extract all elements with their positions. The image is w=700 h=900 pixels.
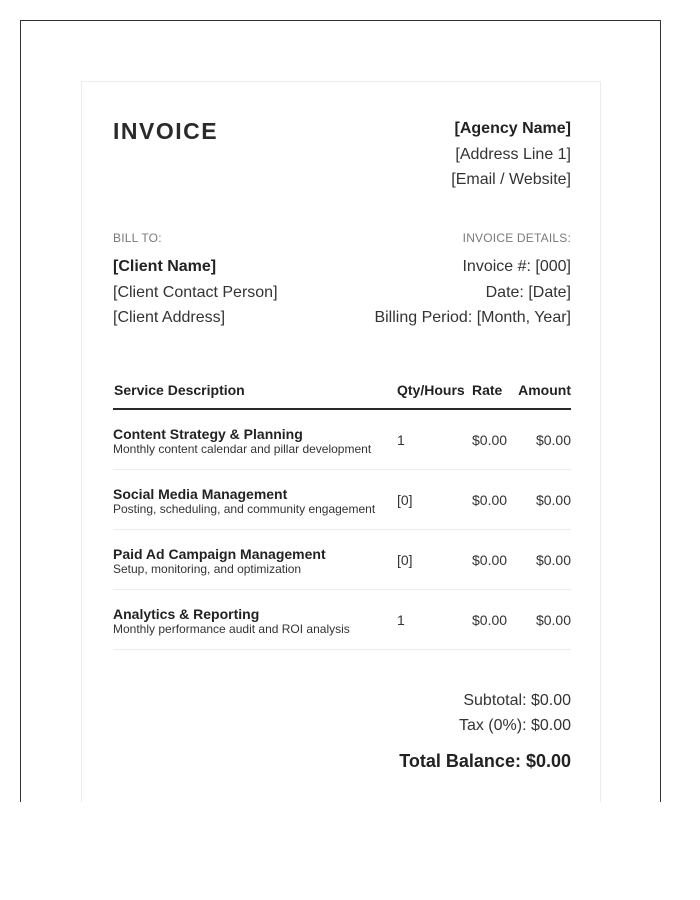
service-name: Content Strategy & Planning <box>113 426 303 442</box>
service-description: Setup, monitoring, and optimization <box>113 562 302 576</box>
services-table <box>113 378 571 650</box>
service-amount: $0.00 <box>535 432 571 448</box>
client-address: [Client Address] <box>113 309 226 326</box>
service-amount: $0.00 <box>535 552 571 568</box>
table-row <box>113 590 571 650</box>
column-header-description: Service Description <box>114 382 245 398</box>
invoice-details-label: INVOICE DETAILS: <box>462 231 571 245</box>
service-description: Posting, scheduling, and community engagement <box>113 502 376 516</box>
service-rate: $0.00 <box>472 552 508 568</box>
bill-to-label: BILL TO: <box>113 231 162 245</box>
table-row <box>113 410 571 470</box>
column-header-qty: Qty/Hours <box>397 382 465 398</box>
service-rate: $0.00 <box>472 432 508 448</box>
service-rate: $0.00 <box>472 612 508 628</box>
client-name: [Client Name] <box>113 258 217 275</box>
table-row <box>113 530 571 590</box>
totals-section <box>399 688 571 774</box>
service-description: Monthly performance audit and ROI analysis <box>113 622 350 636</box>
invoice-details-section <box>374 232 571 331</box>
invoice-number: Invoice #: [000] <box>462 258 571 275</box>
service-description: Monthly content calendar and pillar development <box>113 442 372 456</box>
service-name: Social Media Management <box>113 486 288 502</box>
total-balance: Total Balance: $0.00 <box>399 751 571 771</box>
service-amount: $0.00 <box>535 492 571 508</box>
service-qty: [0] <box>397 492 413 508</box>
service-qty: 1 <box>397 612 405 628</box>
column-header-rate: Rate <box>472 382 503 398</box>
agency-email-website: [Email / Website] <box>451 171 571 188</box>
subtotal: Subtotal: $0.00 <box>463 692 571 709</box>
service-name: Analytics & Reporting <box>113 606 260 622</box>
column-header-amount: Amount <box>518 382 571 398</box>
agency-name: [Agency Name] <box>454 120 571 137</box>
table-row <box>113 470 571 530</box>
bill-to-section <box>113 232 278 331</box>
client-contact-person: [Client Contact Person] <box>113 283 278 301</box>
invoice-card <box>81 81 601 802</box>
agency-info <box>451 116 571 193</box>
service-name: Paid Ad Campaign Management <box>113 546 326 562</box>
service-qty: [0] <box>397 552 413 568</box>
invoice-date: Date: [Date] <box>485 283 571 301</box>
service-amount: $0.00 <box>535 612 571 628</box>
agency-address: [Address Line 1] <box>455 145 571 163</box>
service-rate: $0.00 <box>472 492 508 508</box>
tax: Tax (0%): $0.00 <box>458 717 571 734</box>
invoice-title: INVOICE <box>113 118 219 144</box>
billing-period: Billing Period: [Month, Year] <box>374 309 571 326</box>
service-qty: 1 <box>397 432 405 448</box>
table-header <box>113 378 571 410</box>
